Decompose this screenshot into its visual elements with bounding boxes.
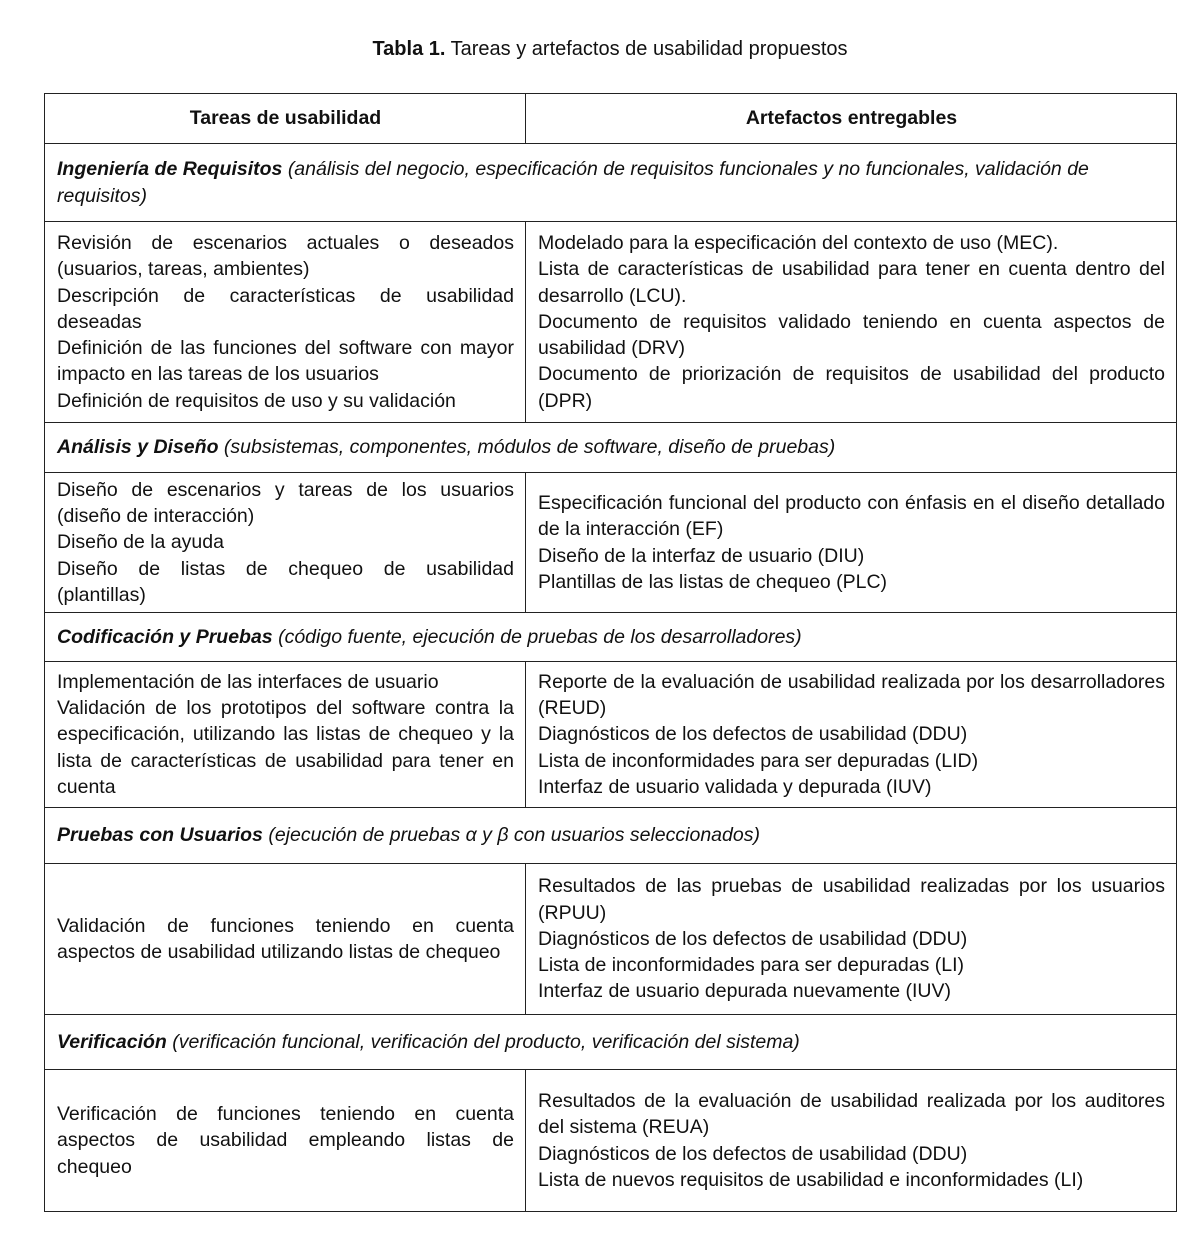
table-row: [45, 222, 1177, 423]
table-row: [45, 473, 1177, 613]
section-row: [45, 144, 1177, 222]
artifact-item: Lista de inconformidades para ser depuradas (LI): [538, 954, 964, 977]
task-item: Diseño de listas de chequeo de usabilidad (plantillas): [57, 557, 514, 606]
table-row: [45, 1070, 1177, 1212]
tasks-cell: [45, 473, 526, 613]
usability-table: [44, 93, 1177, 1212]
artifact-item: Diseño de la interfaz de usuario (DIU): [538, 544, 865, 567]
tasks-cell: [45, 1070, 526, 1212]
table-row: [45, 662, 1177, 808]
section-name: Análisis y Diseño: [57, 436, 219, 459]
artifact-item: Diagnósticos de los defectos de usabilidad (DDU): [538, 1142, 968, 1165]
section-row: [45, 613, 1177, 662]
caption-text: Tareas y artefactos de usabilidad propuestos: [450, 38, 848, 60]
caption-label: Tabla 1.: [372, 38, 446, 60]
section-name: Pruebas con Usuarios: [57, 824, 263, 847]
artifact-item: Documento de priorización de requisitos de usabilidad del producto (DPR): [538, 363, 1165, 412]
artifact-item: Resultados de la evaluación de usabilidad realizada por los auditores del sistema (REUA): [538, 1090, 1165, 1139]
artifact-item: Lista de características de usabilidad para tener en cuenta dentro del desarrollo (LCU).: [538, 258, 1165, 307]
section-description: (análisis del negocio, especificación de requisitos funcionales y no funcionales, validación de requisitos): [57, 158, 1089, 207]
task-item: Validación de funciones teniendo en cuenta aspectos de usabilidad utilizando listas de chequeo: [57, 914, 514, 963]
artifact-item: Diagnósticos de los defectos de usabilidad (DDU): [538, 723, 968, 746]
section-description: (verificación funcional, verificación del producto, verificación del sistema): [172, 1030, 800, 1053]
section-heading: [45, 423, 1177, 473]
artifact-item: Especificación funcional del producto con énfasis en el diseño detallado de la interacción (EF): [538, 492, 1165, 541]
section-heading: [45, 144, 1177, 222]
artifact-item: Lista de inconformidades para ser depuradas (LID): [538, 749, 979, 772]
task-item: Diseño de escenarios y tareas de los usuarios (diseño de interacción): [57, 478, 514, 528]
section-row: [45, 1015, 1177, 1070]
artifact-item: Interfaz de usuario depurada nuevamente (IUV): [538, 980, 951, 1003]
task-item: Revisión de escenarios actuales o deseados (usuarios, tareas, ambientes): [57, 232, 514, 281]
artifact-item: Documento de requisitos validado teniendo en cuenta aspectos de usabilidad (DRV): [538, 310, 1165, 360]
section-name: Codificación y Pruebas: [57, 625, 273, 648]
section-description: (ejecución de pruebas α y β con usuarios seleccionados): [268, 824, 760, 847]
tasks-cell: [45, 662, 526, 808]
artifacts-cell: [526, 864, 1177, 1015]
artifacts-cell: [526, 473, 1177, 613]
tasks-cell: [45, 222, 526, 423]
artifact-item: Diagnósticos de los defectos de usabilidad (DDU): [538, 927, 968, 950]
task-item: Definición de las funciones del software con mayor impacto en las tareas de los usuarios: [57, 337, 514, 386]
section-heading: [45, 613, 1177, 662]
task-item: Implementación de las interfaces de usuario: [57, 670, 439, 693]
task-item: Diseño de la ayuda: [57, 531, 224, 554]
section-heading: [45, 808, 1177, 864]
artifacts-cell: [526, 662, 1177, 808]
section-name: Verificación: [57, 1030, 167, 1053]
task-item: Definición de requisitos de uso y su validación: [57, 389, 456, 412]
section-heading: [45, 1015, 1177, 1070]
table-caption: [0, 38, 1200, 61]
artifact-item: Lista de nuevos requisitos de usabilidad e inconformidades (LI): [538, 1168, 1084, 1191]
artifact-item: Interfaz de usuario validada y depurada (IUV): [538, 775, 932, 798]
artifact-item: Plantillas de las listas de chequeo (PLC): [538, 570, 888, 593]
section-description: (código fuente, ejecución de pruebas de los desarrolladores): [278, 625, 802, 648]
task-item: Validación de los prototipos del software contra la especificación, utilizando las listas de chequeo y la lista de características de usabilidad para tener en cuenta: [57, 697, 514, 798]
artifact-item: Reporte de la evaluación de usabilidad realizada por los desarrolladores (REUD): [538, 670, 1165, 720]
artifacts-cell: [526, 1070, 1177, 1212]
table-header-row: [45, 94, 1177, 144]
table-row: [45, 864, 1177, 1015]
section-name: Ingeniería de Requisitos: [57, 158, 283, 181]
artifacts-cell: [526, 222, 1177, 423]
artifact-item: Resultados de las pruebas de usabilidad realizadas por los usuarios (RPUU): [538, 875, 1165, 924]
header-artifacts: Artefactos entregables: [526, 94, 1177, 144]
task-item: Descripción de características de usabilidad deseadas: [57, 284, 514, 333]
header-tasks: Tareas de usabilidad: [45, 94, 526, 144]
task-item: Verificación de funciones teniendo en cuenta aspectos de usabilidad empleando listas de chequeo: [57, 1103, 514, 1178]
section-description: (subsistemas, componentes, módulos de software, diseño de pruebas): [223, 436, 836, 459]
tasks-cell: [45, 864, 526, 1015]
artifact-item: Modelado para la especificación del contexto de uso (MEC).: [538, 232, 1059, 255]
section-row: [45, 423, 1177, 473]
section-row: [45, 808, 1177, 864]
